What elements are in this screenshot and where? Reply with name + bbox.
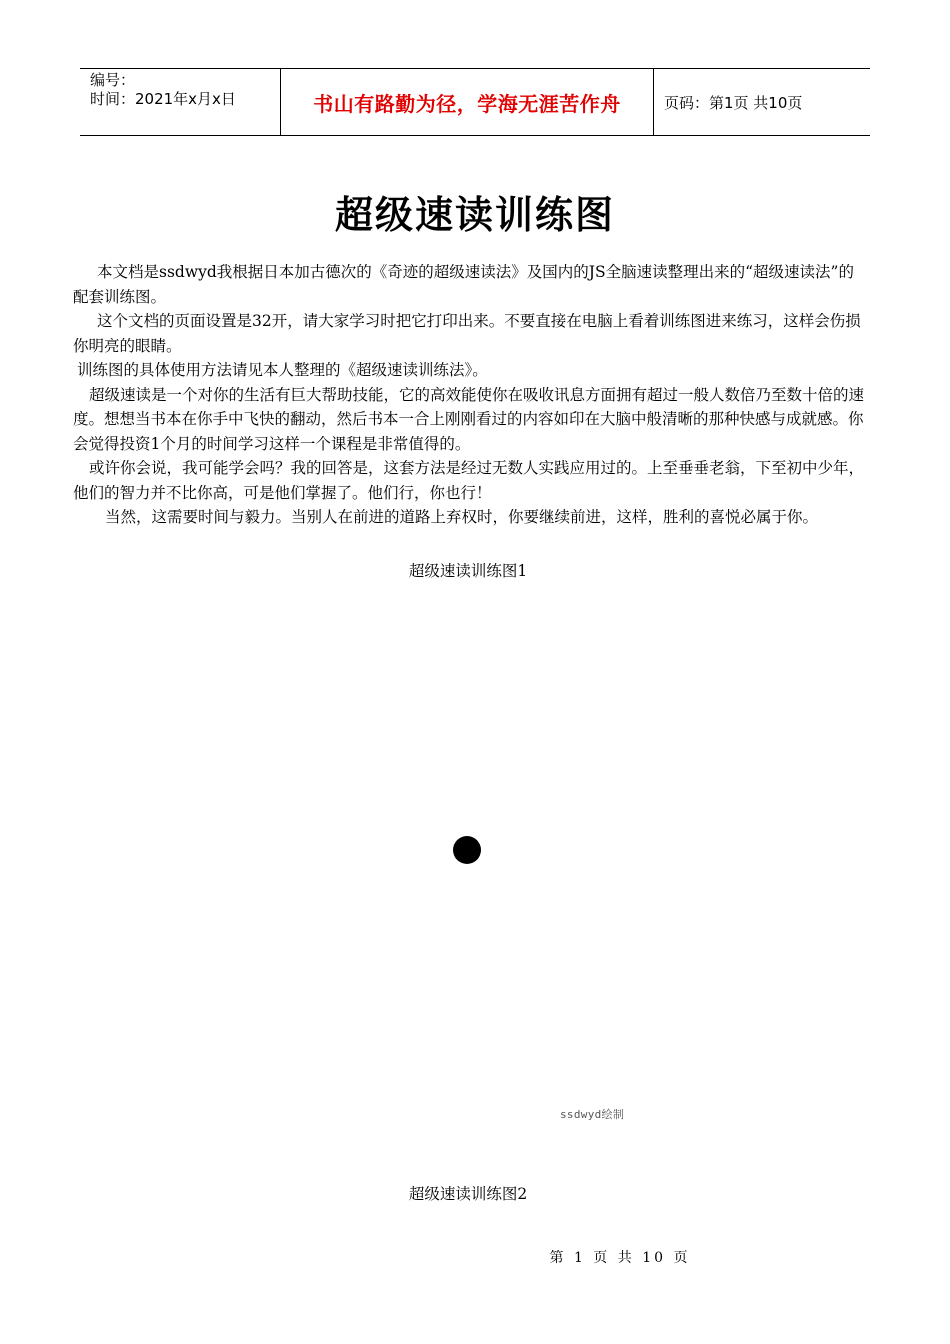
paragraph-usage: 训练图的具体使用方法请见本人整理的《超级速读训练法》。 (77, 361, 488, 379)
header-page-info: 页码：第1页 共10页 (664, 93, 803, 112)
paragraph-print-note: 这个文档的页面设置是32开，请大家学习时把它打印出来。不要直接在电脑上看着训练图进来练习，这样会伤损你明亮的眼睛。 (73, 312, 861, 355)
training-focus-dot (453, 836, 481, 864)
figure2-caption: 超级速读训练图2 (408, 1185, 528, 1203)
page-header (80, 68, 870, 136)
figure1-caption: 超级速读训练图1 (408, 562, 528, 580)
header-meta-cell (80, 69, 281, 135)
paragraph-benefits: 超级速读是一个对你的生活有巨大帮助技能，它的高效能使你在吸收讯息方面拥有超过一般人数倍乃至数十倍的速度。想想当书本在你手中飞快的翻动，然后书本一合上刚刚看过的内容如印在大脑中般清晰的那种快感与成就感。你会觉得投资1个月的时间学习这样一个课程是非常值得的。 (73, 385, 865, 453)
paragraph-intro: 本文档是ssdwyd我根据日本加古德次的《奇迹的超级速读法》及国内的JS全脑速读整理出来的“超级速读法”的配套训练图。 (73, 263, 854, 306)
page-footer: 第 1 页 共 10 页 (549, 1250, 691, 1266)
document-number-label: 编号： (90, 71, 136, 89)
document-body (73, 260, 868, 530)
document-date: 时间：2021年x月x日 (90, 90, 236, 108)
header-motto-cell (281, 69, 654, 135)
header-page-cell (654, 69, 870, 135)
header-motto: 书山有路勤为径，学海无涯苦作舟 (313, 91, 621, 116)
document-title: 超级速读训练图 (334, 192, 615, 237)
figure1-signature: ssdwyd绘制 (560, 1108, 625, 1121)
paragraph-perseverance: 当然，这需要时间与毅力。当别人在前进的道路上弃权时，你要继续前进，这样，胜利的喜悦必属于你。 (105, 508, 819, 526)
paragraph-encouragement: 或许你会说，我可能学会吗？我的回答是，这套方法是经过无数人实践应用过的。上至垂垂老翁，下至初中少年，他们的智力并不比你高，可是他们掌握了。他们行，你也行！ (73, 459, 865, 502)
